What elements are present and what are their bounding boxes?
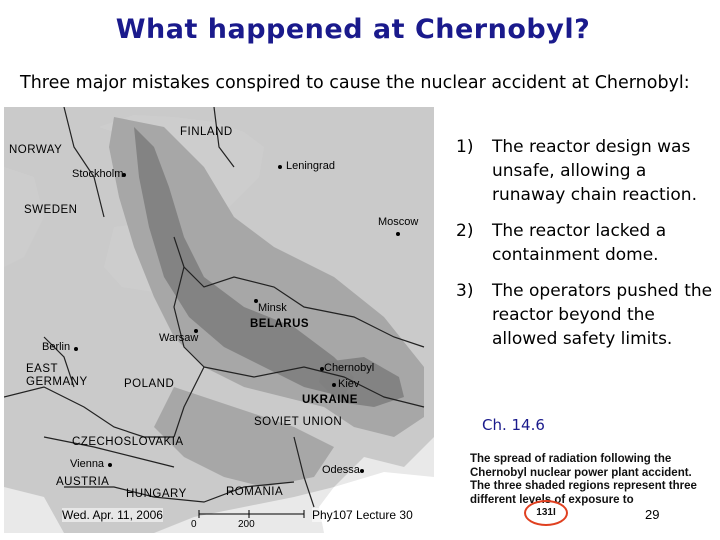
city-dot-moscow (396, 232, 400, 236)
city-dot-kiev (332, 383, 336, 387)
label-soviet-union: SOVIET UNION (254, 416, 343, 428)
label-czechoslovakia: CZECHOSLOVAKIA (72, 436, 184, 448)
label-norway: NORWAY (9, 144, 63, 156)
city-dot-leningrad (278, 165, 282, 169)
radiation-map (4, 107, 434, 533)
map-caption: The spread of radiation following the Chernobyl nuclear power plant accident. The three shaded regions represent three different levels of exposure to (470, 453, 697, 506)
isotope-callout: 131I (524, 500, 568, 526)
slide-subtitle: Three major mistakes conspired to cause the nuclear accident at Chernobyl: (20, 73, 690, 93)
label-hungary: HUNGARY (126, 488, 187, 500)
label-chernobyl: Chernobyl (324, 362, 375, 374)
page-number: 29 (645, 507, 660, 522)
label-stockholm: Stockholm (72, 168, 124, 180)
chapter-reference: Ch. 14.6 (482, 416, 545, 434)
label-vienna: Vienna (70, 458, 105, 470)
city-dot-odessa (360, 469, 364, 473)
slide-title: What happened at Chernobyl? (115, 14, 591, 45)
label-belarus: BELARUS (250, 318, 310, 330)
item-number: 1) (456, 137, 474, 157)
label-odessa: Odessa (322, 464, 360, 476)
city-dot-vienna (108, 463, 112, 467)
scale-tick-200: 200 (238, 519, 255, 530)
label-finland: FINLAND (180, 126, 233, 138)
item-text: The reactor design was unsafe, allowing a runaway chain reaction. (492, 137, 697, 205)
label-austria: AUSTRIA (56, 476, 110, 488)
footer-date: Wed. Apr. 11, 2006 (62, 508, 163, 522)
item-text: The reactor lacked a containment dome. (492, 221, 667, 265)
label-warsaw: Warsaw (159, 332, 199, 344)
label-moscow: Moscow (378, 216, 419, 228)
mistakes-list (456, 135, 718, 363)
list-item (456, 279, 718, 351)
map-graphic (4, 107, 434, 533)
label-ukraine: UKRAINE (302, 394, 358, 406)
label-east-germany: EAST GERMANY (26, 363, 88, 388)
scale-tick-0: 0 (191, 519, 197, 530)
city-dot-berlin (74, 347, 78, 351)
label-sweden: SWEDEN (24, 204, 78, 216)
label-berlin: Berlin (42, 341, 71, 353)
list-item (456, 219, 718, 267)
item-number: 2) (456, 221, 474, 241)
label-kiev: Kiev (338, 378, 360, 390)
label-romania: ROMANIA (226, 486, 284, 498)
label-poland: POLAND (124, 378, 175, 390)
item-text: The operators pushed the reactor beyond the allowed safety limits. (492, 281, 713, 349)
label-minsk: Minsk (258, 302, 287, 314)
footer-lecture: Phy107 Lecture 30 (312, 508, 413, 522)
item-number: 3) (456, 281, 474, 301)
list-item (456, 135, 718, 207)
city-dot-minsk (254, 299, 258, 303)
label-leningrad: Leningrad (286, 160, 335, 172)
city-dot-chernobyl (320, 367, 324, 371)
